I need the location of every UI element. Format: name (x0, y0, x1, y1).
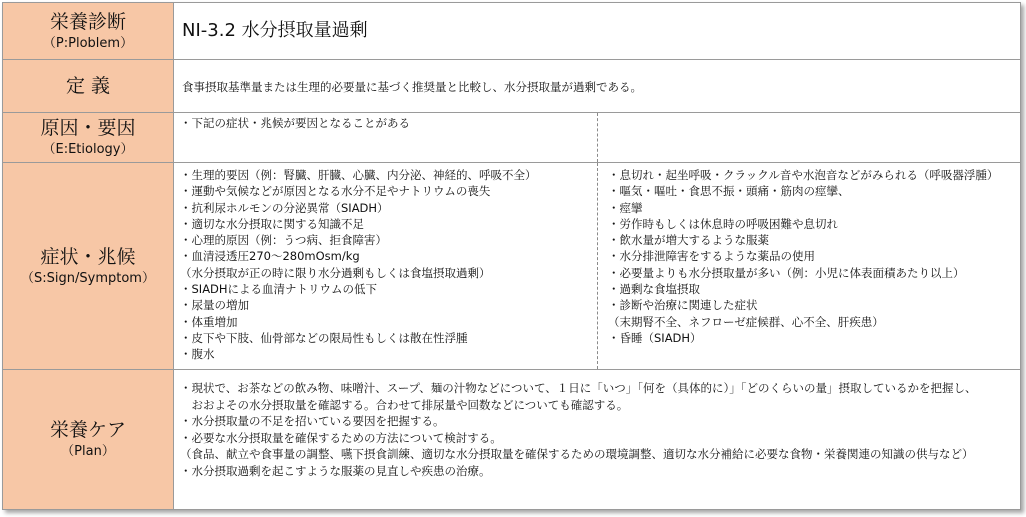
etiology-divider (597, 113, 598, 162)
plan-item: ・水分摂取量の不足を招いている要因を把握する。 (180, 414, 445, 428)
content-diagnosis (174, 3, 1020, 59)
label-symptom-sub: （S:Sign/Symptom） (21, 270, 155, 286)
symptom-left-item: ・尿量の増加 (180, 298, 249, 313)
label-symptom (3, 163, 174, 369)
label-plan-sub: （Plan） (61, 444, 115, 459)
plan-item: ・必要な水分摂取量を確保するための方法について検討する。 (180, 430, 502, 445)
symptom-right-item: ・労作時もしくは休息時の呼吸困難や息切れ (608, 216, 838, 231)
symptom-left-item: ・抗利尿ホルモンの分泌異常（SIADH） (180, 200, 389, 215)
label-etiology (3, 113, 174, 162)
nutrition-diagnosis-table (2, 2, 1021, 510)
row-plan (2, 369, 1021, 510)
symptom-right-item: ・過剰な食塩摂取 (608, 282, 700, 297)
symptom-left-item: ・SIADHによる血清ナトリウムの低下 (180, 282, 377, 297)
symptom-left-item: ・適切な水分摂取に関する知識不足 (180, 216, 364, 231)
symptom-left-item: ・体重増加 (180, 314, 238, 329)
label-etiology-main: 原因・要因 (40, 117, 136, 139)
plan-item: おおよその水分摂取量を確認する。合わせて排尿量や回数などについても確認する。 (180, 397, 629, 412)
diagnosis-title: NI-3.2 水分摂取量過剰 (182, 20, 368, 41)
plan-item: （食品、献立や食事量の調整、嚥下摂食訓練、適切な水分摂取量を確保するための環境調整、適切な水分補給に必要な食物・栄養関連の知識の供与など） (180, 447, 974, 461)
plan-item: ・水分摂取過剰を起こすような服薬の見直しや疾患の治療。 (180, 463, 491, 478)
row-symptom (2, 162, 1021, 370)
symptom-right-item: ・水分排泄障害をするような薬品の使用 (608, 249, 815, 264)
label-etiology-sub: （E:Etiology） (42, 142, 134, 157)
label-plan-main: 栄養ケア (49, 419, 126, 441)
row-diagnosis (2, 2, 1021, 60)
symptom-left-item: （水分摂取が正の時に限り水分過剰もしくは食塩摂取過剰） (180, 265, 491, 280)
label-definition (3, 60, 174, 112)
row-etiology (2, 112, 1021, 163)
content-plan (174, 370, 1020, 509)
symptom-right-item: ・昏睡（SIADH） (608, 330, 702, 345)
symptom-right-item: ・嘔気・嘔吐・食思不振・頭痛・筋肉の痙攣、 (608, 184, 850, 199)
definition-text: 食事摂取基準量または生理的必要量に基づく推奨量と比較し、水分摂取量が過剰である。 (182, 80, 642, 94)
content-definition (174, 60, 1020, 112)
symptom-right-item: ・息切れ・起坐呼吸・クラックル音や水泡音などがみられる（呼吸器浮腫） (608, 168, 999, 182)
plan-item: ・現状で、お茶などの飲み物、味噌汁、スープ、麺の汁物などについて、１日に「いつ」「何を（具体的に）」「どのくらいの量」摂取しているかを把握し、 (180, 381, 977, 395)
symptom-left-item: ・血清浸透圧270～280mOsm/kg (180, 249, 360, 264)
label-diagnosis (3, 3, 174, 59)
symptom-right-item: ・痙攣 (608, 200, 643, 215)
symptom-right-item: ・飲水量が増大するような服薬 (608, 233, 769, 248)
etiology-text: ・下記の症状・兆候が要因となることがある (180, 116, 410, 130)
label-plan (3, 370, 174, 509)
symptom-right-item: ・必要量よりも水分摂取量が多い（例：小児に体表面積あたり以上） (608, 265, 965, 280)
content-etiology (174, 113, 1020, 162)
row-definition (2, 59, 1021, 113)
symptom-right-item: （末期腎不全、ネフローゼ症候群、心不全、肝疾患） (608, 314, 884, 329)
label-diagnosis-main: 栄養診断 (49, 10, 126, 33)
symptom-divider (597, 163, 598, 369)
symptom-left-item: ・運動や気候などが原因となる水分不足やナトリウムの喪失 (180, 184, 491, 199)
content-symptom (174, 163, 1020, 369)
symptom-left-item: ・心理的原因（例：うつ病、拒食障害） (180, 233, 387, 248)
symptom-left-item: ・皮下や下肢、仙骨部などの限局性もしくは散在性浮腫 (180, 330, 468, 345)
symptom-right-list (608, 167, 1016, 369)
label-symptom-main: 症状・兆候 (40, 245, 136, 268)
plan-list (180, 380, 1012, 479)
label-diagnosis-sub: （P:Ploblem） (42, 35, 134, 51)
symptom-left-list (180, 167, 598, 369)
label-definition-main: 定 義 (65, 75, 111, 97)
symptom-left-item: ・生理的要因（例：腎臓、肝臓、心臓、内分泌、神経的、呼吸不全） (180, 168, 537, 182)
symptom-right-item: ・診断や治療に関連した症状 (608, 298, 758, 313)
symptom-left-item: ・腹水 (180, 347, 215, 362)
